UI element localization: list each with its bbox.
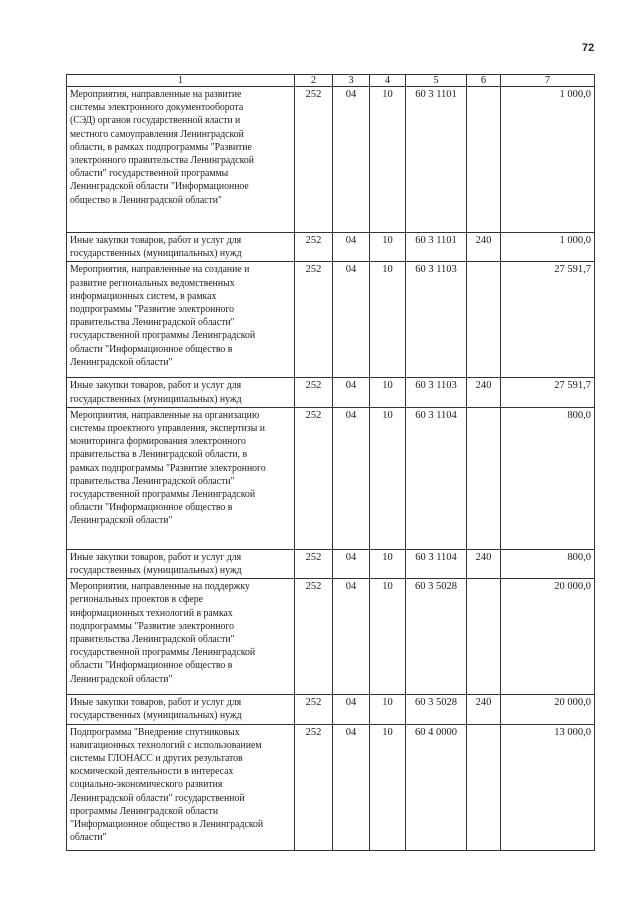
description-line: правительства Ленинградской области" <box>70 317 235 329</box>
table-row <box>67 695 595 724</box>
cell-amount: 13 000,0 <box>501 724 595 850</box>
description-line: области, в рамках подпрограммы "Развитие <box>70 141 252 153</box>
cell-admin-code: 252 <box>295 724 333 850</box>
row-description <box>67 407 295 549</box>
column-header: 6 <box>467 75 501 87</box>
cell-subsection-code: 10 <box>370 549 406 578</box>
description-line: Мероприятия, направленные на создание и <box>70 264 250 276</box>
description-line: Иные закупки товаров, работ и услуг для <box>70 551 242 563</box>
cell-subsection-code: 10 <box>370 87 406 233</box>
cell-admin-code: 252 <box>295 378 333 407</box>
cell-amount: 1 000,0 <box>501 233 595 262</box>
description-line: рамках подпрограммы "Развитие электронного <box>70 462 266 474</box>
row-description <box>67 579 295 695</box>
cell-subsection-code: 10 <box>370 262 406 378</box>
description-line: правительства Ленинградской области" <box>70 475 235 487</box>
cell-section-code: 04 <box>333 724 370 850</box>
cell-subsection-code: 10 <box>370 407 406 549</box>
description-line: Мероприятия, направленные на организацию <box>70 409 260 421</box>
cell-target-item-code: 60 3 1101 <box>406 233 467 262</box>
description-line: государственных (муниципальных) нужд <box>70 710 242 722</box>
description-line: Ленинградской области" <box>70 356 173 368</box>
cell-subsection-code: 10 <box>370 233 406 262</box>
description-line: Мероприятия, направленные на развитие <box>70 89 242 100</box>
row-description <box>67 549 295 578</box>
description-line: государственных (муниципальных) нужд <box>70 565 242 577</box>
cell-amount: 20 000,0 <box>501 695 595 724</box>
column-header: 4 <box>370 75 406 87</box>
cell-expense-type-code: 240 <box>467 695 501 724</box>
description-line: местного самоуправления Ленинградской <box>70 128 244 140</box>
cell-expense-type-code <box>467 87 501 233</box>
description-line: правительства в Ленинградской области, в <box>70 449 248 461</box>
description-line: Ленинградской области" <box>70 515 173 527</box>
cell-target-item-code: 60 3 5028 <box>406 579 467 695</box>
description-line: системы проектного управления, экспертизы и <box>70 423 265 435</box>
cell-target-item-code: 60 4 0000 <box>406 724 467 850</box>
row-description <box>67 87 295 233</box>
column-number-row <box>67 75 595 87</box>
description-line: подпрограммы "Развитие электронного <box>70 620 235 632</box>
cell-expense-type-code: 240 <box>467 549 501 578</box>
description-line: Подпрограмма "Внедрение спутниковых <box>70 726 240 738</box>
description-line: электронного правительства Ленинградской <box>70 155 254 167</box>
budget-table <box>66 74 595 851</box>
table-row <box>67 378 595 407</box>
cell-section-code: 04 <box>333 695 370 724</box>
column-header: 5 <box>406 75 467 87</box>
description-line: (СЭД) органов государственной власти и <box>70 115 241 127</box>
table-row <box>67 262 595 378</box>
cell-subsection-code: 10 <box>370 579 406 695</box>
cell-admin-code: 252 <box>295 579 333 695</box>
cell-admin-code: 252 <box>295 233 333 262</box>
description-line: государственных (муниципальных) нужд <box>70 393 242 405</box>
cell-amount: 27 591,7 <box>501 262 595 378</box>
table-row <box>67 87 595 233</box>
cell-expense-type-code <box>467 579 501 695</box>
cell-expense-type-code: 240 <box>467 378 501 407</box>
table-row <box>67 724 595 850</box>
row-description <box>67 724 295 850</box>
description-line: информационных систем, в рамках <box>70 290 217 302</box>
cell-admin-code: 252 <box>295 549 333 578</box>
cell-target-item-code: 60 3 5028 <box>406 695 467 724</box>
cell-section-code: 04 <box>333 407 370 549</box>
description-line: социально-экономического развития <box>70 779 223 791</box>
cell-target-item-code: 60 3 1104 <box>406 407 467 549</box>
description-line: государственной программы Ленинградской <box>70 330 256 342</box>
cell-expense-type-code <box>467 407 501 549</box>
description-line: области" государственной программы <box>70 168 229 180</box>
cell-admin-code: 252 <box>295 407 333 549</box>
description-line: Иные закупки товаров, работ и услуг для <box>70 235 242 246</box>
cell-admin-code: 252 <box>295 695 333 724</box>
column-header: 3 <box>333 75 370 87</box>
cell-expense-type-code: 240 <box>467 233 501 262</box>
cell-amount: 800,0 <box>501 549 595 578</box>
cell-admin-code: 252 <box>295 87 333 233</box>
cell-subsection-code: 10 <box>370 724 406 850</box>
table-row <box>67 407 595 549</box>
table-row <box>67 579 595 695</box>
row-description <box>67 695 295 724</box>
cell-section-code: 04 <box>333 87 370 233</box>
cell-section-code: 04 <box>333 579 370 695</box>
description-line: Ленинградской области" государственной <box>70 792 245 804</box>
cell-amount: 20 000,0 <box>501 579 595 695</box>
description-line: области "Информационное общество в <box>70 660 233 672</box>
page-number: 72 <box>582 42 595 54</box>
description-line: системы ГЛОНАСС и других результатов <box>70 753 243 765</box>
description-line: государственной программы Ленинградской <box>70 489 256 501</box>
table-row <box>67 549 595 578</box>
description-line: "Информационное общество в Ленинградской <box>70 819 264 831</box>
description-line: Ленинградской области" <box>70 673 173 685</box>
description-line: подпрограммы "Развитие электронного <box>70 304 235 316</box>
cell-expense-type-code <box>467 262 501 378</box>
cell-section-code: 04 <box>333 378 370 407</box>
table-row <box>67 233 595 262</box>
description-line: навигационных технологий с использованием <box>70 739 262 751</box>
cell-section-code: 04 <box>333 549 370 578</box>
description-line: государственной программы Ленинградской <box>70 647 256 659</box>
description-line: области "Информационное общество в <box>70 343 233 355</box>
row-description <box>67 233 295 262</box>
description-line: общество в Ленинградской области" <box>70 194 222 206</box>
description-line: Иные закупки товаров, работ и услуг для <box>70 380 242 392</box>
description-line: области "Информационное общество в <box>70 502 233 514</box>
row-description <box>67 262 295 378</box>
description-line: Ленинградской области "Информационное <box>70 181 249 193</box>
row-description <box>67 378 295 407</box>
description-line: Иные закупки товаров, работ и услуг для <box>70 697 242 709</box>
cell-amount: 27 591,7 <box>501 378 595 407</box>
description-line: развитие региональных ведомственных <box>70 277 235 289</box>
cell-section-code: 04 <box>333 233 370 262</box>
cell-target-item-code: 60 3 1104 <box>406 549 467 578</box>
column-header: 7 <box>501 75 595 87</box>
cell-subsection-code: 10 <box>370 378 406 407</box>
description-line: системы электронного документооборота <box>70 102 244 114</box>
cell-amount: 1 000,0 <box>501 87 595 233</box>
cell-expense-type-code <box>467 724 501 850</box>
cell-target-item-code: 60 3 1103 <box>406 378 467 407</box>
description-line: области" <box>70 832 107 844</box>
description-line: космической деятельности в интересах <box>70 766 234 778</box>
cell-section-code: 04 <box>333 262 370 378</box>
description-line: государственных (муниципальных) нужд <box>70 248 242 260</box>
description-line: программы Ленинградской области <box>70 805 219 817</box>
cell-target-item-code: 60 3 1103 <box>406 262 467 378</box>
description-line: Мероприятия, направленные на поддержку <box>70 581 250 593</box>
column-header: 2 <box>295 75 333 87</box>
description-line: региональных проектов в сфере <box>70 594 203 606</box>
description-line: правительства Ленинградской области" <box>70 634 235 646</box>
cell-amount: 800,0 <box>501 407 595 549</box>
cell-admin-code: 252 <box>295 262 333 378</box>
description-line: информационных технологий в рамках <box>70 607 233 619</box>
cell-subsection-code: 10 <box>370 695 406 724</box>
cell-target-item-code: 60 3 1101 <box>406 87 467 233</box>
description-line: мониторинга формирования электронного <box>70 436 246 448</box>
column-header: 1 <box>67 75 295 87</box>
